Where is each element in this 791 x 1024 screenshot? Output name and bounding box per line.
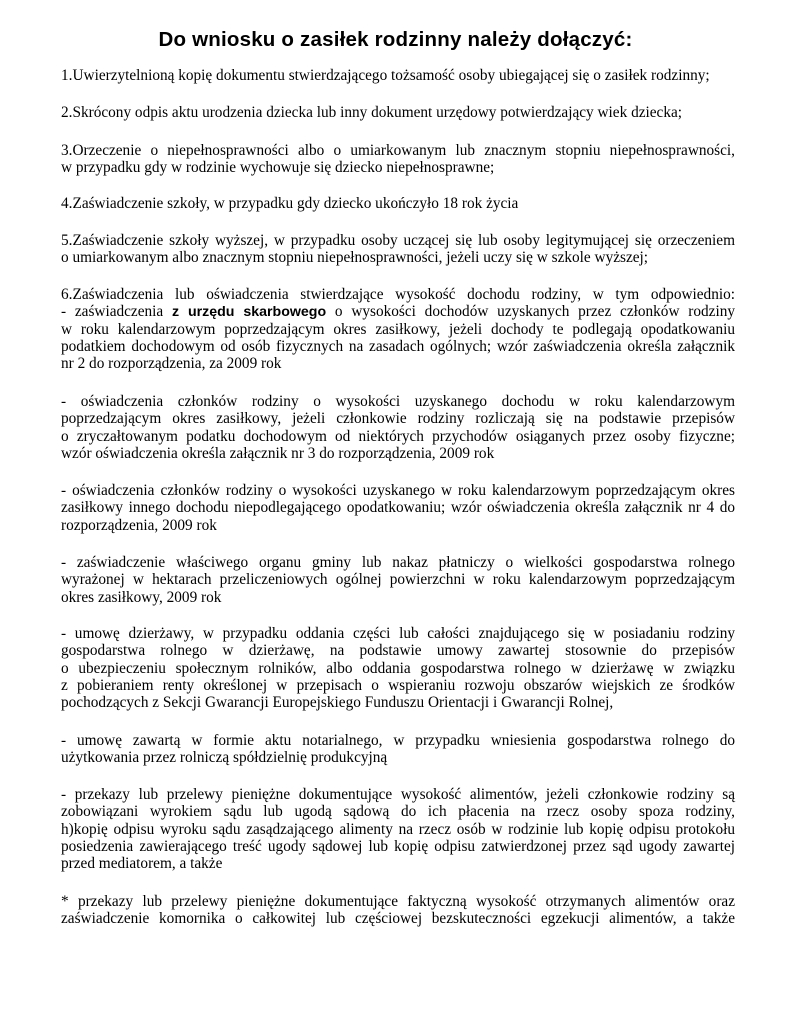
text-line: o zryczałtowanym podatku dochodowym od niektórych przychodów osiąganych przez osoby fizyczne; [61, 427, 735, 445]
list-item-5 [61, 232, 735, 267]
page-title: Do wniosku o zasiłek rodzinny należy dołączyć: [158, 28, 633, 51]
emphasis-text: z urzędu skarbowego [171, 304, 327, 321]
text-line [61, 303, 735, 320]
list-item-6 [61, 286, 735, 372]
text-line: podatkiem dochodowym od osób fizycznych na zasadach ogólnych; wzór zaświadczenia określa załącznik [61, 337, 735, 355]
text-line: 1.Uwierzytelnioną kopię dokumentu stwierdzającego tożsamość osoby ubiegającej się o zasiłek rodzinny; [61, 67, 710, 84]
list-item-11 [61, 732, 735, 767]
text-line: 4.Zaświadczenie szkoły, w przypadku gdy dziecko ukończyło 18 rok życia [61, 195, 519, 212]
text-line: z pobieraniem renty określonej w przepisach o wspieraniu rozwoju obszarów wiejskich ze środków [61, 676, 735, 694]
text-line: - oświadczenia członków rodziny o wysokości uzyskanego dochodu w roku kalendarzowym [61, 393, 735, 410]
text-line: posiedzenia zawierającego treść ugody sądowej lub kopię odpisu zatwierdzonej przez sąd ugody zawartej [61, 837, 735, 855]
text-line: o umiarkowanym albo znacznym stopniu niepełnosprawności, jeżeli uczy się w szkole wyższej; [61, 249, 649, 267]
text-line: poprzedzającym okres zasiłkowy, jeżeli członkowie rodziny rozliczają się na podstawie przepisów [61, 410, 735, 428]
text-line: 6.Zaświadczenia lub oświadczenia stwierdzające wysokość dochodu rodziny, w tym odpowiednio: [61, 286, 735, 303]
text-fragment: - zaświadczenia [61, 303, 164, 321]
text-line: - przekazy lub przelewy pieniężne dokumentujące wysokość alimentów, jeżeli członkowie rodziny są [61, 786, 735, 803]
text-line: użytkowania przez rolniczą spółdzielnię produkcyjną [61, 749, 388, 767]
list-item-13 [61, 893, 735, 928]
text-line: pochodzących z Sekcji Gwarancji Europejskiego Funduszu Orientacji i Gwarancji Rolnej, [61, 694, 614, 712]
text-line: 2.Skrócony odpis aktu urodzenia dziecka lub inny dokument urzędowy potwierdzający wiek dziecka; [61, 104, 683, 121]
text-line: - umowę dzierżawy, w przypadku oddania części lub całości znajdującego się w posiadaniu rodziny [61, 625, 735, 642]
text-line: w przypadku gdy w rodzinie wychowuje się dziecko niepełnosprawne; [61, 159, 495, 177]
list-item-12 [61, 786, 735, 872]
text-line: wzór oświadczenia określa załącznik nr 3 do rozporządzenia, 2009 rok [61, 444, 495, 462]
text-line: h)kopię odpisu wyroku sądu zasądzającego alimenty na rzecz osób w rodzinie lub kopię odpisu protokołu [61, 820, 735, 838]
text-line: - umowę zawartą w formie aktu notarialnego, w przypadku wniesienia gospodarstwa rolnego do [61, 732, 735, 749]
text-line: 3.Orzeczenie o niepełnosprawności albo o umiarkowanym lub znacznym stopniu niepełnosprawności, [61, 142, 735, 159]
text-line: 5.Zaświadczenie szkoły wyższej, w przypadku osoby uczącej się lub osoby legitymującej się orzeczeniem [61, 232, 735, 249]
text-line: - zaświadczenie właściwego organu gminy lub nakaz płatniczy o wielkości gospodarstwa rolnego [61, 554, 735, 571]
text-line: zasiłkowy innego dochodu niepodlegającego opodatkowaniu; wzór oświadczenia określa załącznik nr 4 do [61, 499, 735, 517]
text-line: zobowiązani wyrokiem sądu lub ugodą sądową do ich płacenia na rzecz osoby spoza rodziny, [61, 803, 735, 821]
text-line: * przekazy lub przelewy pieniężne dokumentujące faktyczną wysokość otrzymanych alimentów oraz [61, 893, 735, 910]
text-line: przed mediatorem, a także [61, 855, 223, 873]
list-item-1 [61, 67, 735, 84]
list-item-2 [61, 104, 735, 121]
list-item-10 [61, 625, 735, 711]
list-item-3 [61, 142, 735, 177]
text-line: o ubezpieczeniu społecznym rolników, albo oddania gospodarstwa rolnego w dzierżawę w związku [61, 659, 735, 677]
text-line: rozporządzenia, 2009 rok [61, 516, 217, 534]
list-item-4 [61, 195, 735, 212]
text-fragment: o wysokości dochodów uzyskanych przez członków rodziny [334, 303, 736, 321]
list-item-7 [61, 393, 735, 462]
list-item-9 [61, 554, 735, 606]
text-line: - oświadczenia członków rodziny o wysokości uzyskanego w roku kalendarzowym poprzedzającym okres [61, 482, 735, 499]
text-line: wyrażonej w hektarach przeliczeniowych ogólnej powierzchni w roku kalendarzowym poprzedzającym [61, 571, 735, 589]
text-line: w roku kalendarzowym poprzedzającym okres zasiłkowy, jeżeli dochody te podlegają opodatkowaniu [61, 320, 735, 338]
text-line: zaświadczenie komornika o całkowitej lub częściowej bezskuteczności egzekucji alimentów, a także [61, 910, 735, 928]
list-item-8 [61, 482, 735, 534]
text-line: nr 2 do rozporządzenia, za 2009 rok [61, 355, 282, 373]
text-line: okres zasiłkowy, 2009 rok [61, 588, 222, 606]
text-line: gospodarstwa rolnego w dzierżawę, na podstawie umowy zawartej stosownie do przepisów [61, 642, 735, 660]
